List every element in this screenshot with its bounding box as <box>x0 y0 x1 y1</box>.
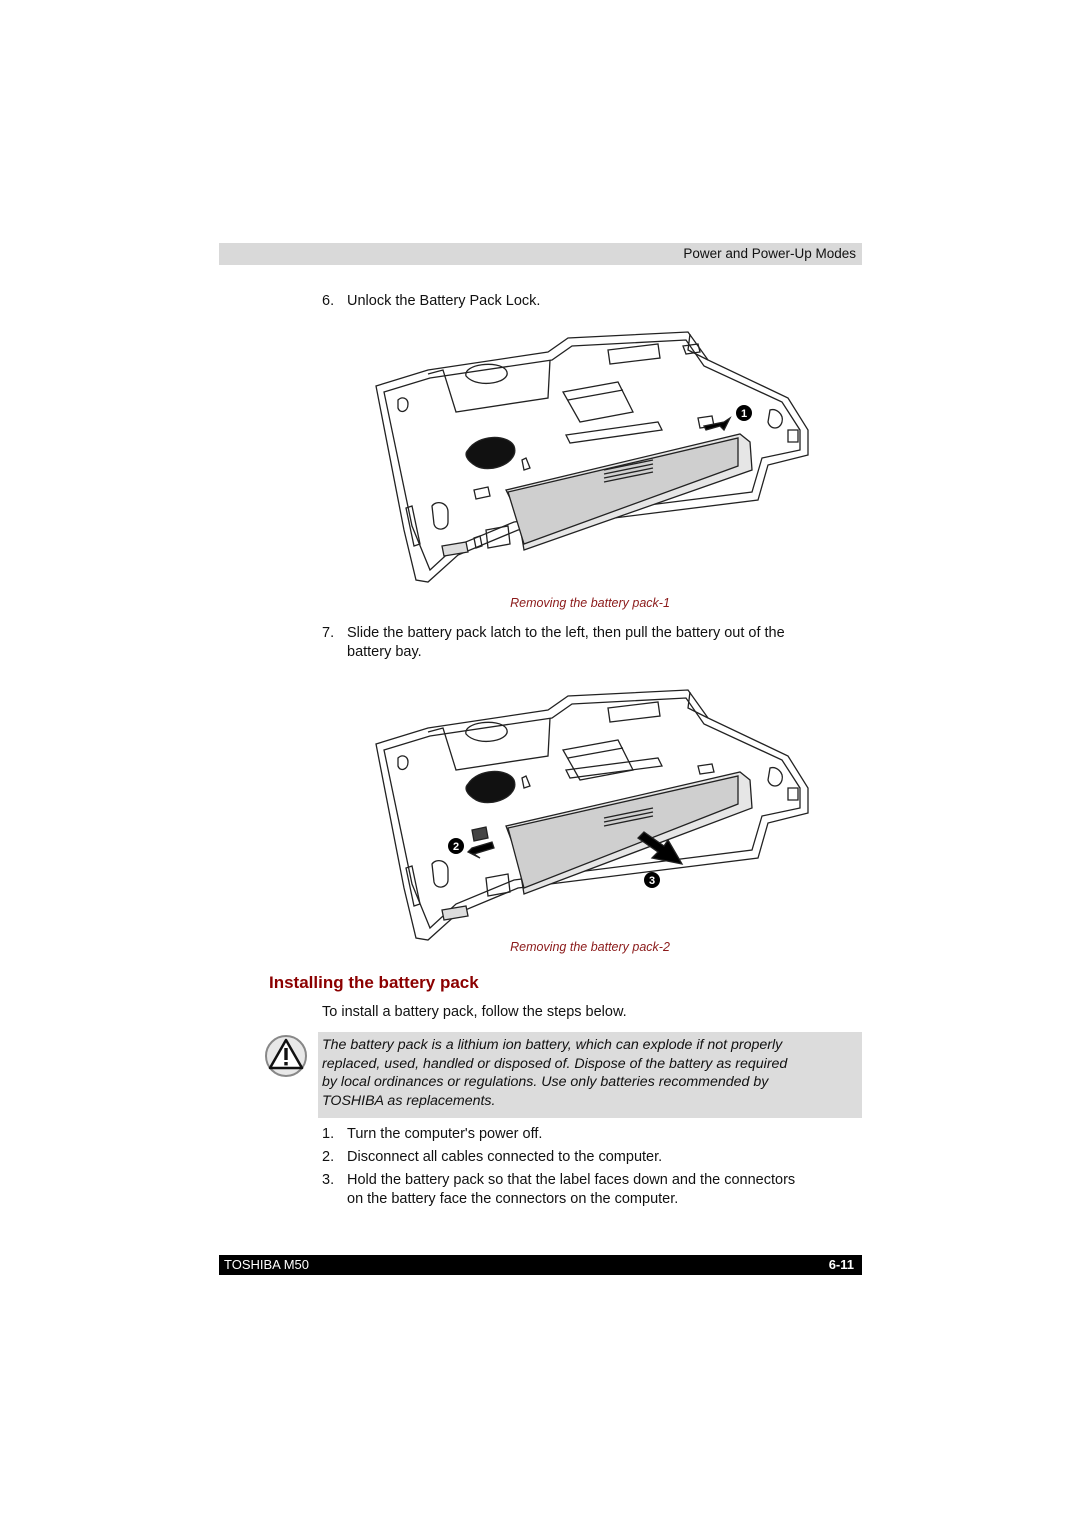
warning-line: TOSHIBA as replacements. <box>322 1092 496 1109</box>
callout-3-label: 3 <box>648 875 656 887</box>
step-number: 7. <box>322 625 335 641</box>
step-text: Turn the computer's power off. <box>347 1126 543 1142</box>
step-number: 6. <box>322 293 335 309</box>
step-3 <box>322 1171 862 1211</box>
header-section-title: Power and Power-Up Modes <box>683 246 856 261</box>
running-footer <box>219 1255 862 1275</box>
laptop-underside-figure-2 <box>368 688 812 943</box>
warning-box <box>318 1032 862 1118</box>
section-intro: To install a battery pack, follow the steps below. <box>322 1004 627 1020</box>
warning-icon <box>264 1034 308 1078</box>
step-text: Disconnect all cables connected to the computer. <box>347 1149 663 1165</box>
step-2 <box>322 1148 862 1168</box>
figure-1-caption: Removing the battery pack-1 <box>510 596 670 610</box>
step-text-line-2: battery bay. <box>347 644 422 660</box>
step-number: 2. <box>322 1149 335 1165</box>
step-7 <box>322 624 862 664</box>
warning-text <box>322 1036 858 1110</box>
warning-line: by local ordinances or regulations. Use only batteries recommended by <box>322 1074 769 1090</box>
figure-2-caption: Removing the battery pack-2 <box>510 940 670 954</box>
step-text-line-2: on the battery face the connectors on the computer. <box>347 1191 679 1207</box>
step-number: 3. <box>322 1172 335 1188</box>
step-6 <box>322 292 862 312</box>
warning-line: The battery pack is a lithium ion battery, which can explode if not properly <box>322 1037 783 1053</box>
step-text-line-1: Hold the battery pack so that the label faces down and the connectors <box>347 1172 796 1188</box>
step-text-line-1: Slide the battery pack latch to the left, then pull the battery out of the <box>347 625 785 641</box>
step-number: 1. <box>322 1126 335 1142</box>
footer-product: TOSHIBA M50 <box>224 1257 310 1272</box>
running-header <box>219 243 862 265</box>
laptop-underside-figure-1 <box>368 330 812 585</box>
step-1 <box>322 1125 862 1145</box>
section-heading: Installing the battery pack <box>269 973 479 992</box>
callout-2-label: 2 <box>452 841 460 853</box>
warning-line: replaced, used, handled or disposed of. Dispose of the battery as required <box>322 1055 788 1072</box>
step-text: Unlock the Battery Pack Lock. <box>347 293 541 309</box>
footer-page-number: 6-11 <box>828 1257 854 1272</box>
callout-1-label: 1 <box>740 408 748 420</box>
